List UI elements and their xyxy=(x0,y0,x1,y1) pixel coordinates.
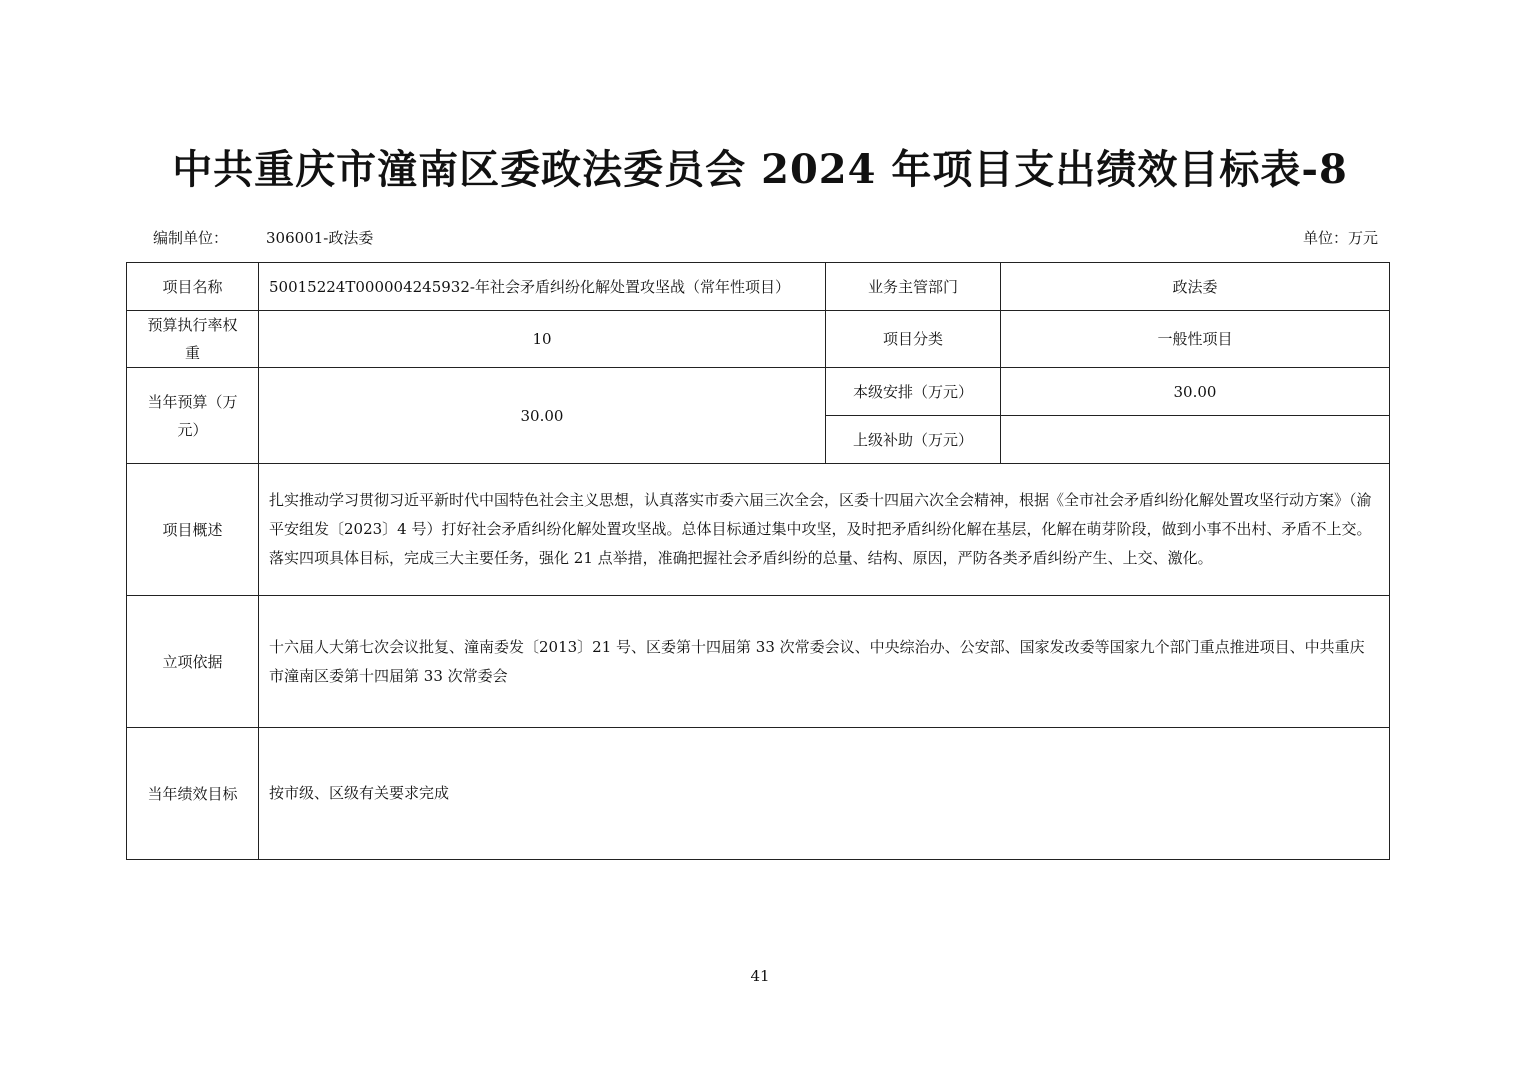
table-row xyxy=(127,596,1390,728)
weight-label-line2: 重 xyxy=(184,344,200,362)
project-name-label: 项目名称 xyxy=(127,263,259,311)
overview-label: 项目概述 xyxy=(127,464,259,596)
subsidy-value xyxy=(1001,416,1390,464)
org-value: 306001-政法委 xyxy=(266,229,374,247)
table-row xyxy=(127,368,1390,416)
document-title: 中共重庆市潼南区委政法委员会 2024 年项目支出绩效目标表-8 xyxy=(172,146,1348,193)
category-label: 项目分类 xyxy=(826,311,1001,368)
budget-label-line2: 元） xyxy=(177,420,208,439)
basis-value: 十六届人大第七次会议批复、潼南委发〔2013〕21 号、区委第十四届第 33 次常委会议、中央综治办、公安部、国家发改委等国家九个部门重点推进项目、中共重庆市潼南区委第十四届第 33 次常委会 xyxy=(259,596,1390,728)
subsidy-label: 上级补助（万元） xyxy=(826,416,1001,464)
performance-table xyxy=(126,262,1390,860)
project-name-value: 50015224T000004245932-年社会矛盾纠纷化解处置攻坚战（常年性项目） xyxy=(259,263,826,311)
goal-value: 按市级、区级有关要求完成 xyxy=(259,728,1390,860)
category-value: 一般性项目 xyxy=(1001,311,1390,368)
org-label: 编制单位： xyxy=(153,229,229,247)
currency-unit: 单位：万元 xyxy=(1302,229,1378,247)
weight-label xyxy=(127,311,259,368)
table-row xyxy=(127,464,1390,596)
org-unit xyxy=(153,228,373,248)
dept-value: 政法委 xyxy=(1001,263,1390,311)
overview-value: 扎实推动学习贯彻习近平新时代中国特色社会主义思想，认真落实市委六届三次全会，区委十四届六次全会精神，根据《全市社会矛盾纠纷化解处置攻坚行动方案》（渝平安组发〔2023〕4 号）打好社会矛盾纠纷化解处置攻坚战。总体目标通过集中攻坚，及时把矛盾纠纷化解在基层，化解在萌芽阶段，做到小事不出村、矛盾不上交。落实四项具体目标，完成三大主要任务，强化 21 点举措，准确把握社会矛盾纠纷的总量、结构、原因，严防各类矛盾纠纷产生、上交、激化。 xyxy=(259,464,1390,596)
table-row xyxy=(127,263,1390,311)
basis-label: 立项依据 xyxy=(127,596,259,728)
local-label: 本级安排（万元） xyxy=(826,368,1001,416)
local-value: 30.00 xyxy=(1001,368,1390,416)
table-row xyxy=(127,728,1390,860)
dept-label: 业务主管部门 xyxy=(826,263,1001,311)
weight-value: 10 xyxy=(259,311,826,368)
budget-value: 30.00 xyxy=(259,368,826,464)
budget-label-line1: 当年预算（万 xyxy=(147,392,238,411)
goal-label: 当年绩效目标 xyxy=(127,728,259,860)
table-row xyxy=(127,311,1390,368)
page-number: 41 xyxy=(750,967,770,985)
budget-label xyxy=(127,368,259,464)
weight-label-line1: 预算执行率权 xyxy=(147,316,238,334)
